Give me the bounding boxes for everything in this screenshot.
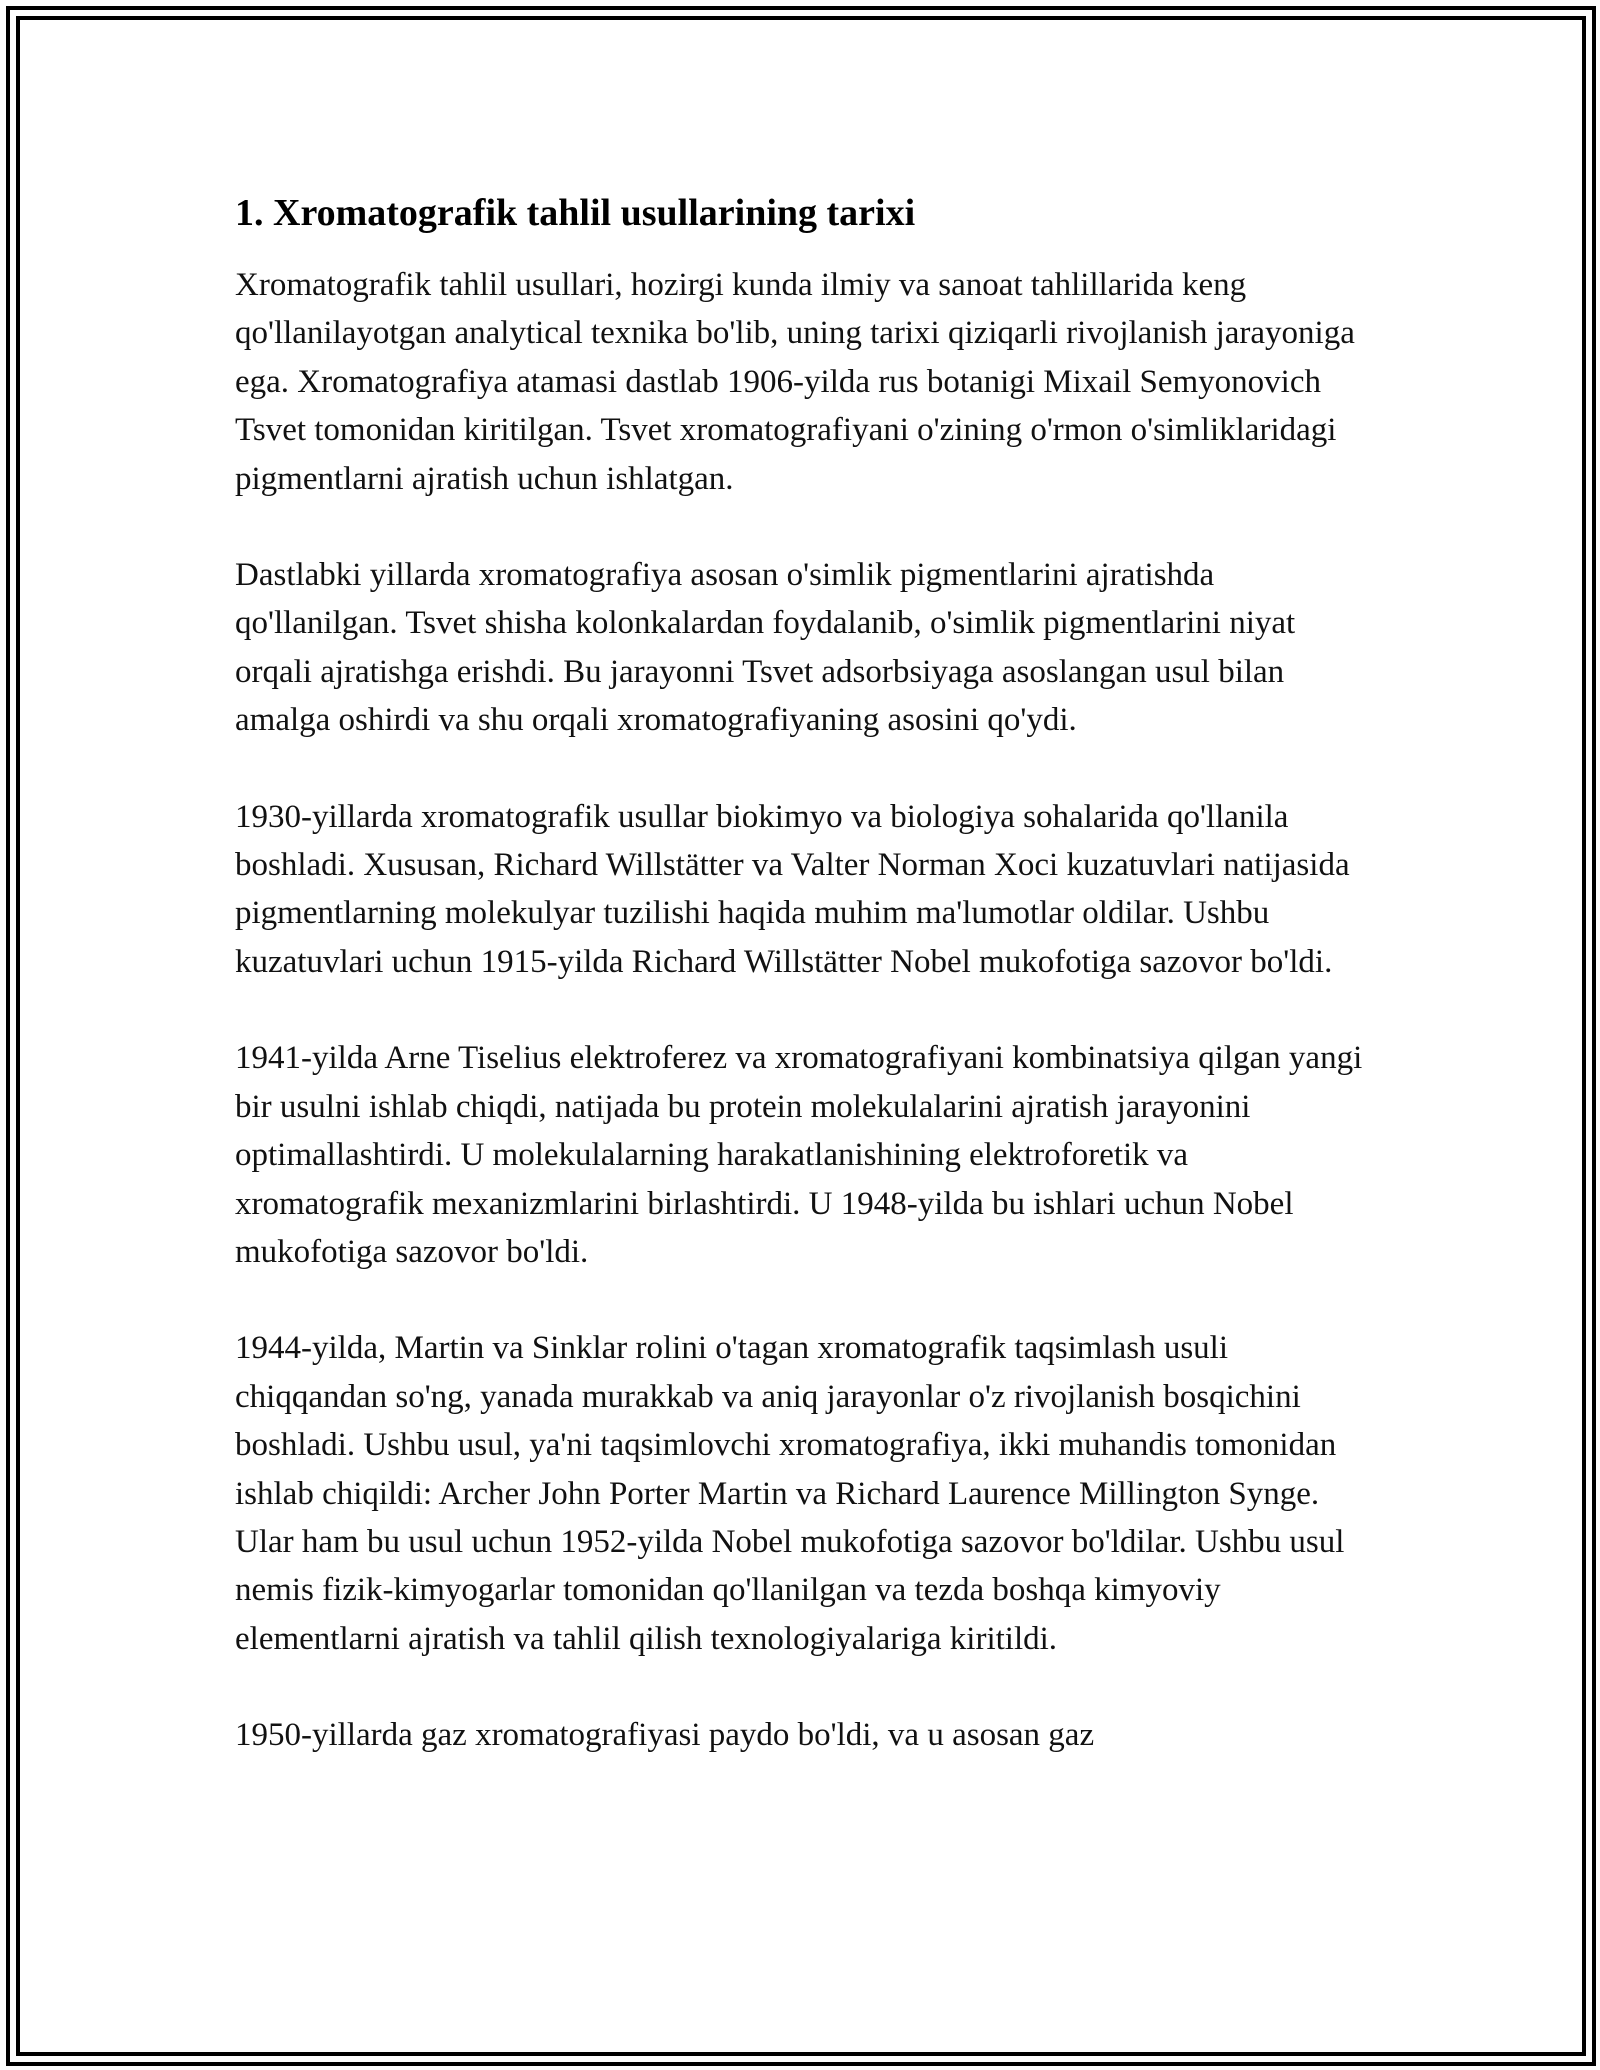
paragraph-2: Dastlabki yillarda xromatografiya asosan o'simlik pigmentlarini ajratishda qo'llanilgan. Tsvet shisha kolonkalardan foydalanib, o'simlik pigmentlarini niyat orqali ajratishga erishdi. Bu jarayonni Tsvet adsorbsiyaga asoslangan usul bilan amalga oshirdi va shu orqali xromatografiyaning asosini qo'ydi. [235, 557, 1296, 739]
paragraph-1: Xromatografik tahlil usullari, hozirgi kunda ilmiy va sanoat tahlillarida keng qo'llanilayotgan analytical texnika bo'lib, uning tarixi qiziqarli rivojlanish jarayoniga ega. Xromatografiya atamasi dastlab 1906-yilda rus botanigi Mixail Semyonovich Tsvet tomonidan kiritilgan. Tsvet xromatografiyani o'zining o'rmon o'simliklaridagi pigmentlarni ajratish uchun ishlatgan. [235, 267, 1355, 497]
paragraph-6: 1950-yillarda gaz xromatografiyasi paydo bo'ldi, va u asosan gaz [235, 1717, 1095, 1754]
paragraph-4: 1941-yilda Arne Tiselius elektroferez va xromatografiyani kombinatsiya qilgan yangi bir usulni ishlab chiqdi, natijada bu protein molekulalarini ajratish jarayonini optimallashtirdi. U molekulalarning harakatlanishining elektroforetik va xromatografik mexanizmlarini birlashtirdi. U 1948-yilda bu ishlari uchun Nobel mukofotiga sazovor bo'ldi. [235, 1040, 1363, 1270]
document-body [235, 187, 1375, 1808]
paragraph-3: 1930-yillarda xromatografik usullar biokimyo va biologiya sohalarida qo'llanila boshladi. Xususan, Richard Willstätter va Valter Norman Xoci kuzatuvlari natijasida pigmentlarning molekulyar tuzilishi haqida muhim ma'lumotlar oldilar. Ushbu kuzatuvlari uchun 1915-yilda Richard Willstätter Nobel mukofotiga sazovor bo'ldi. [235, 798, 1350, 980]
paragraph-5: 1944-yilda, Martin va Sinklar rolini o'tagan xromatografik taqsimlash usuli chiqqandan so'ng, yanada murakkab va aniq jarayonlar o'z rivojlanish bosqichini boshladi. Ushbu usul, ya'ni taqsimlovchi xromatografiya, ikki muhandis tomonidan ishlab chiqildi: Archer John Porter Martin va Richard Laurence Millington Synge. Ular ham bu usul uchun 1952-yilda Nobel mukofotiga sazovor bo'ldilar. Ushbu usul nemis fizik-kimyogarlar tomonidan qo'llanilgan va tezda boshqa kimyoviy elementlarni ajratish va tahlil qilish texnologiyalariga kiritildi. [235, 1330, 1345, 1657]
section-heading: 1. Xromatografik tahlil usullarining tarixi [235, 192, 916, 234]
